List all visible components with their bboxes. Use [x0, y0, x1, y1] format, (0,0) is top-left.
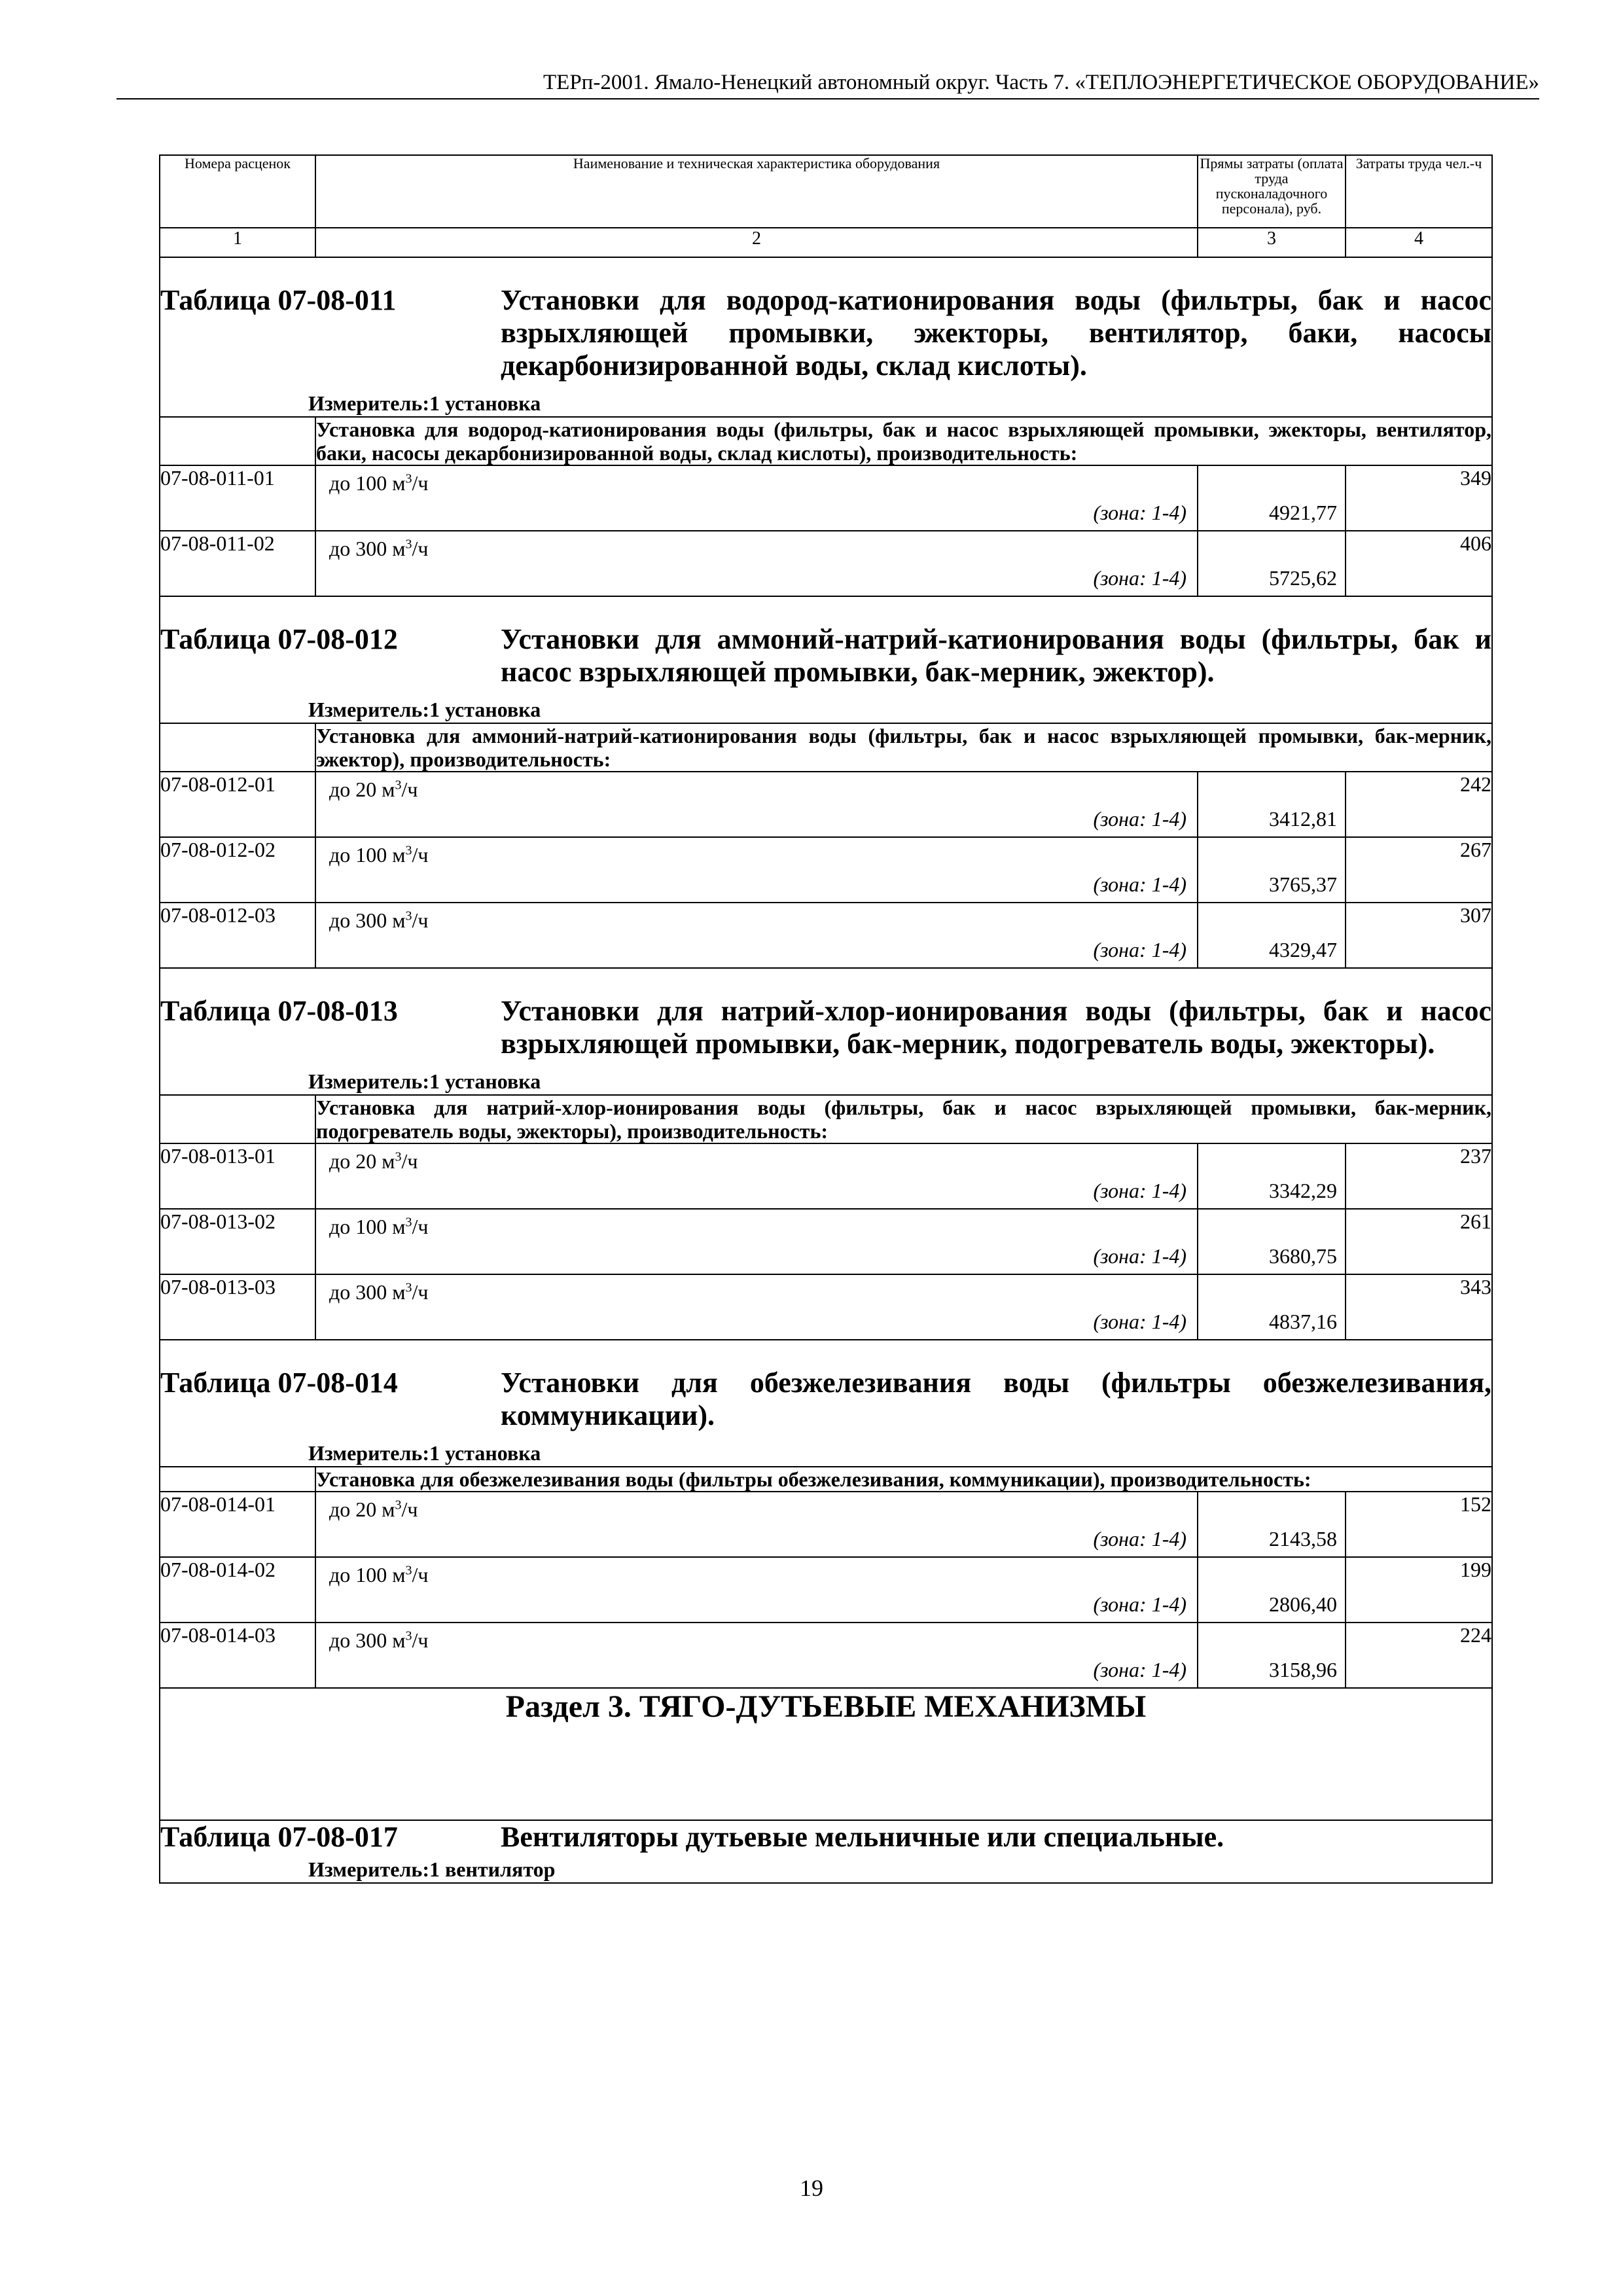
- section-row: [160, 1688, 1492, 1820]
- table-title-row: [160, 596, 1492, 723]
- rate-code: 07-08-012-01: [160, 772, 315, 837]
- rate-zone: (зона: 1-4): [1093, 1310, 1186, 1333]
- table-row: [160, 1274, 1492, 1340]
- rate-capacity: до 100 $м^3/ч$: [329, 1563, 429, 1587]
- table-meter: Измеритель:1 вентилятор: [308, 1857, 556, 1881]
- table-row: [160, 1557, 1492, 1623]
- column-number-row: [160, 228, 1492, 257]
- rate-capacity: до 300 $м^3/ч$: [329, 1628, 429, 1652]
- table-row: [160, 1623, 1492, 1688]
- rate-labor: 349: [1346, 465, 1492, 531]
- rate-cost: 4921,77: [1269, 501, 1337, 524]
- table-meter: Измеритель:1 установка: [308, 1441, 541, 1465]
- rate-code: 07-08-011-02: [160, 531, 315, 596]
- table-id: Таблица 07-08-011: [160, 284, 397, 316]
- rate-capacity: до 20 $м^3/ч$: [329, 1498, 418, 1521]
- rate-cost: 2143,58: [1269, 1527, 1337, 1551]
- column-header-cost: Прямы затраты (оплата труда пусконаладочного персонала), руб.: [1198, 155, 1346, 228]
- rate-capacity: до 100 $м^3/ч$: [329, 471, 429, 495]
- rate-code: 07-08-013-03: [160, 1274, 315, 1340]
- rate-labor: 224: [1346, 1623, 1492, 1688]
- table-description: Установка для водород-катионирования воды (фильтры, бак и насос взрыхляющей промывки, эжекторы, вентилятор, баки, насосы декарбонизированной воды, склад кислоты), производительность:: [316, 418, 1491, 465]
- table-id: Таблица 07-08-017: [160, 1821, 398, 1853]
- column-header-labor: Затраты труда чел.-ч: [1346, 155, 1492, 228]
- rate-labor: 199: [1346, 1557, 1492, 1623]
- rate-code: 07-08-011-01: [160, 465, 315, 531]
- rate-code: 07-08-014-02: [160, 1557, 315, 1623]
- rate-capacity: до 20 $м^3/ч$: [329, 778, 418, 801]
- table-description-row: [160, 417, 1492, 465]
- rate-cost: 3158,96: [1269, 1658, 1337, 1681]
- rate-labor: 307: [1346, 903, 1492, 968]
- rate-code: 07-08-014-01: [160, 1492, 315, 1557]
- rates-table: [159, 154, 1493, 1884]
- table-title: Установки для аммоний-натрий-катионирования воды (фильтры, бак и насос взрыхляющей промывки, бак-мерник, эжектор).: [501, 623, 1491, 688]
- rate-labor: 242: [1346, 772, 1492, 837]
- rate-code: 07-08-012-02: [160, 837, 315, 903]
- page-header: ТЕРп-2001. Ямало-Ненецкий автономный округ. Часть 7. «ТЕПЛОЭНЕРГЕТИЧЕСКОЕ ОБОРУДОВАНИЕ»: [116, 71, 1539, 99]
- rate-zone: (зона: 1-4): [1093, 1527, 1186, 1551]
- rate-cost: 4837,16: [1269, 1310, 1337, 1333]
- table-id: Таблица 07-08-014: [160, 1367, 398, 1399]
- rate-zone: (зона: 1-4): [1093, 501, 1186, 524]
- rate-capacity: до 100 $м^3/ч$: [329, 1215, 429, 1238]
- rate-zone: (зона: 1-4): [1093, 938, 1186, 961]
- rate-zone: (зона: 1-4): [1093, 1244, 1186, 1268]
- rate-cost: 3765,37: [1269, 872, 1337, 896]
- table-id: Таблица 07-08-013: [160, 995, 398, 1027]
- rate-capacity: до 20 $м^3/ч$: [329, 1149, 418, 1173]
- table-meter: Измеритель:1 установка: [308, 698, 541, 721]
- rate-zone: (зона: 1-4): [1093, 1658, 1186, 1681]
- rate-cost: 3680,75: [1269, 1244, 1337, 1268]
- rate-zone: (зона: 1-4): [1093, 1592, 1186, 1616]
- column-number: 4: [1346, 228, 1492, 257]
- table-row: [160, 465, 1492, 531]
- table-row: [160, 1492, 1492, 1557]
- table-description-row: [160, 723, 1492, 772]
- column-number: 1: [160, 228, 315, 257]
- table-title-row: [160, 1340, 1492, 1467]
- rate-cost: 4329,47: [1269, 938, 1337, 961]
- rate-zone: (зона: 1-4): [1093, 566, 1186, 590]
- section-title: Раздел 3. ТЯГО-ДУТЬЕВЫЕ МЕХАНИЗМЫ: [160, 1688, 1492, 1820]
- table-row: [160, 903, 1492, 968]
- table-row: [160, 772, 1492, 837]
- rate-capacity: до 100 $м^3/ч$: [329, 843, 429, 867]
- column-header-row: [160, 155, 1492, 228]
- table-description: Установка для аммоний-натрий-катионирования воды (фильтры, бак и насос взрыхляющей промывки, бак-мерник, эжектор), производительность:: [316, 724, 1491, 771]
- rate-labor: 261: [1346, 1209, 1492, 1274]
- table-meter: Измеритель:1 установка: [308, 1069, 541, 1093]
- table-row: [160, 837, 1492, 903]
- table-row: [160, 1143, 1492, 1209]
- table-title: Установки для обезжелезивания воды (фильтры обезжелезивания, коммуникации).: [501, 1367, 1491, 1431]
- rate-capacity: до 300 $м^3/ч$: [329, 908, 429, 932]
- table-meter: Измеритель:1 установка: [308, 391, 541, 415]
- table-title: Установки для водород-катионирования воды (фильтры, бак и насос взрыхляющей промывки, эжекторы, вентилятор, баки, насосы декарбонизированной воды, склад кислоты).: [501, 284, 1491, 382]
- rate-cost: 3412,81: [1269, 807, 1337, 831]
- rate-capacity: до 300 $м^3/ч$: [329, 1280, 429, 1304]
- rate-code: 07-08-013-01: [160, 1143, 315, 1209]
- rate-capacity: до 300 $м^3/ч$: [329, 537, 429, 560]
- table-row: [160, 1209, 1492, 1274]
- rate-code: 07-08-013-02: [160, 1209, 315, 1274]
- rate-labor: 267: [1346, 837, 1492, 903]
- column-header-codes: Номера расценок: [160, 155, 315, 228]
- table-description-row: [160, 1095, 1492, 1143]
- rate-zone: (зона: 1-4): [1093, 872, 1186, 896]
- table-description: Установка для обезжелезивания воды (фильтры обезжелезивания, коммуникации), производительность:: [315, 1467, 1492, 1492]
- table-title: Вентиляторы дутьевые мельничные или специальные.: [501, 1821, 1224, 1853]
- column-header-name: Наименование и техническая характеристика оборудования: [315, 155, 1198, 228]
- table-description: Установка для натрий-хлор-ионирования воды (фильтры, бак и насос взрыхляющей промывки, бак-мерник, подогреватель воды, эжекторы), производительность:: [316, 1096, 1491, 1143]
- rate-code: 07-08-012-03: [160, 903, 315, 968]
- column-number: 3: [1198, 228, 1346, 257]
- rate-zone: (зона: 1-4): [1093, 807, 1186, 831]
- rate-labor: 152: [1346, 1492, 1492, 1557]
- table-title-row: [160, 968, 1492, 1095]
- table-row: [160, 531, 1492, 596]
- rate-cost: 5725,62: [1269, 566, 1337, 590]
- rate-code: 07-08-014-03: [160, 1623, 315, 1688]
- rate-labor: 406: [1346, 531, 1492, 596]
- rate-cost: 3342,29: [1269, 1179, 1337, 1202]
- table-title-row: [160, 257, 1492, 417]
- last-table-row: [160, 1820, 1492, 1883]
- rate-cost: 2806,40: [1269, 1592, 1337, 1616]
- column-number: 2: [315, 228, 1198, 257]
- rate-labor: 237: [1346, 1143, 1492, 1209]
- table-description-row: [160, 1467, 1492, 1492]
- rate-zone: (зона: 1-4): [1093, 1179, 1186, 1202]
- table-title: Установки для натрий-хлор-ионирования воды (фильтры, бак и насос взрыхляющей промывки, бак-мерник, подогреватель воды, эжекторы).: [501, 995, 1491, 1060]
- table-id: Таблица 07-08-012: [160, 623, 398, 655]
- rate-labor: 343: [1346, 1274, 1492, 1340]
- page-number: 19: [800, 2175, 823, 2201]
